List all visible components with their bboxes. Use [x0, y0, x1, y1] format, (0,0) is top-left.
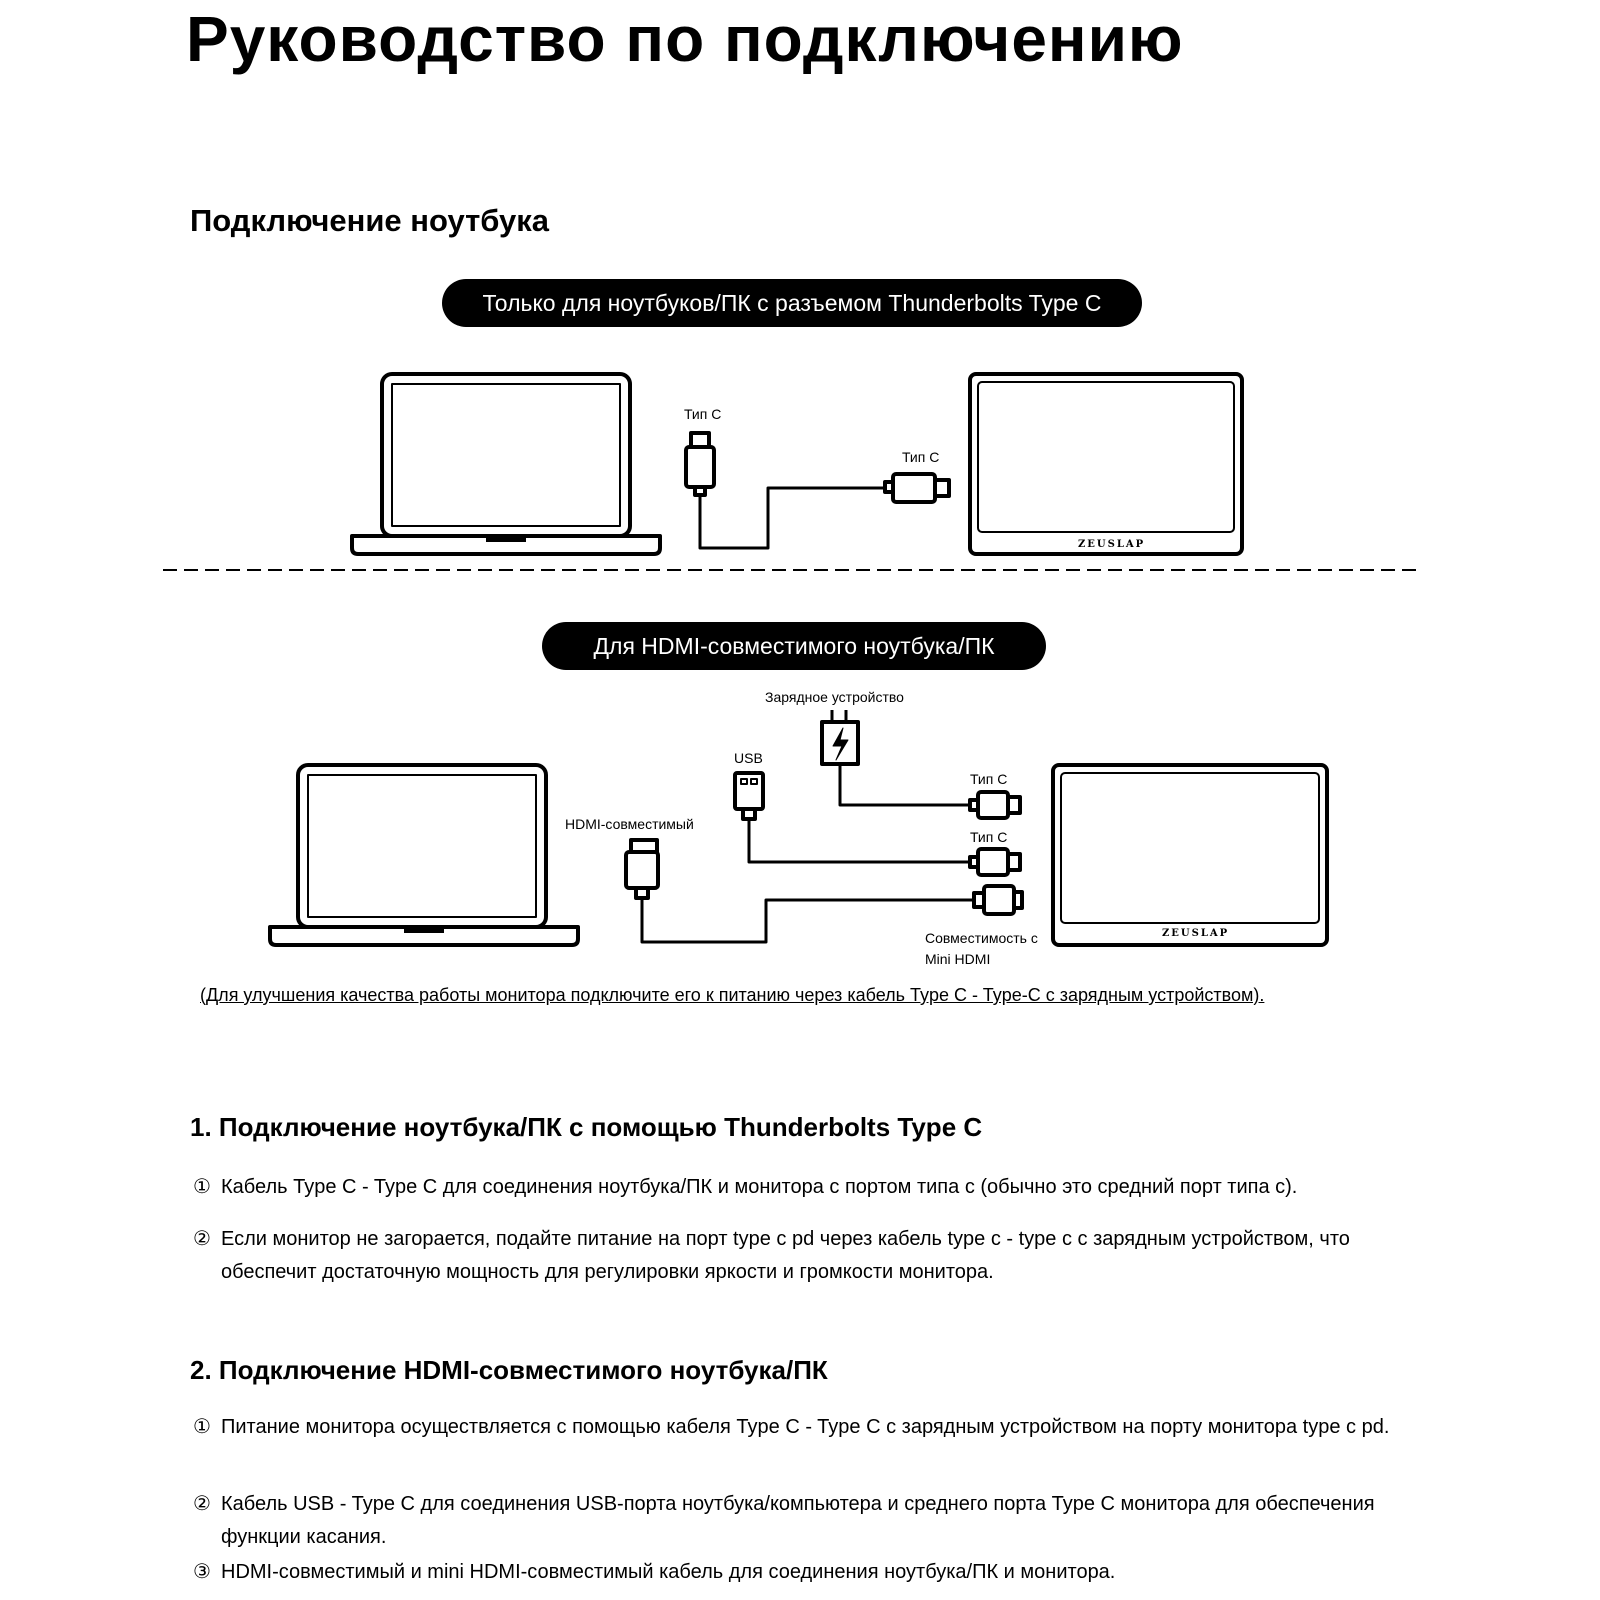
thunderbolt-only-pill: Только для ноутбуков/ПК с разъемом Thunderbolts Type C [442, 279, 1142, 327]
list-item [193, 1171, 1413, 1204]
cable-charger [840, 764, 970, 805]
monitor-icon-2 [1053, 765, 1327, 945]
item-text: Если монитор не загорается, подайте питание на порт type c pd через кабель type c - type c с зарядным устройством, что обеспечит достаточную мощность для регулировки яркости и громкости монитора. [221, 1228, 1350, 1283]
minihdmi-plug-icon [974, 886, 1022, 914]
hdmi-plug-icon [626, 840, 658, 898]
charger-icon [822, 710, 858, 764]
cable-1 [700, 488, 885, 548]
item-text: Кабель Type C - Type C для соединения ноутбука/ПК и монитора с портом типа с (обычно это средний порт типа с). [221, 1176, 1298, 1198]
list-item [193, 1411, 1413, 1444]
list-item [193, 1556, 1413, 1589]
item-number: ① [193, 1416, 211, 1438]
label-monitor-typec: Тип C [902, 449, 940, 465]
item-number: ③ [193, 1561, 211, 1583]
instructions-section1-title: 1. Подключение ноутбука/ПК с помощью Thunderbolts Type C [190, 1112, 983, 1142]
instructions-section2-title: 2. Подключение HDMI-совместимого ноутбука/ПК [190, 1355, 828, 1385]
label-usb: USB [734, 750, 763, 766]
hdmi-laptop-pill: Для HDMI-совместимого ноутбука/ПК [542, 622, 1046, 670]
label-charger: Зарядное устройство [765, 689, 904, 705]
typec-plug-icon-charger [970, 792, 1020, 818]
item-text: HDMI-совместимый и mini HDMI-совместимый кабель для соединения ноутбука/ПК и монитора. [221, 1561, 1116, 1583]
laptop-icon-2 [270, 765, 578, 945]
item-text: Питание монитора осуществляется с помощью кабеля Type C - Type C с зарядным устройством на порту монитора type c pd. [221, 1416, 1390, 1438]
brand-logo-2: ZEUSLAP [1162, 928, 1230, 939]
label-minihdmi-line1: Совместимость с [925, 930, 1038, 946]
item-text: Кабель USB - Type C для соединения USB-порта ноутбука/компьютера и среднего порта Type C монитора для обеспечения функции касания. [221, 1493, 1375, 1548]
page-title: Руководство по подключению [186, 3, 1184, 75]
list-item [193, 1488, 1413, 1554]
label-hdmi: HDMI-совместимый [565, 816, 694, 832]
label-typec-usb: Тип C [970, 829, 1008, 845]
label-minihdmi-line2: Mini HDMI [925, 951, 991, 967]
list-item [193, 1223, 1413, 1289]
usb-plug-icon [735, 773, 763, 819]
brand-logo-1: ZEUSLAP [1078, 539, 1146, 550]
item-number: ① [193, 1176, 211, 1198]
label-laptop-typec: Тип C [684, 406, 722, 422]
item-number: ② [193, 1493, 211, 1515]
label-typec-charger: Тип C [970, 771, 1008, 787]
laptop-icon-1 [352, 374, 660, 554]
item-number: ② [193, 1228, 211, 1250]
power-note: (Для улучшения качества работы монитора подключите его к питанию через кабель Type C - Type-C с зарядным устройством). [200, 985, 1265, 1005]
typec-plug-icon-usb [970, 849, 1020, 875]
typec-plug-icon-monitor-1 [885, 474, 949, 502]
monitor-icon-1 [970, 374, 1242, 554]
typec-plug-icon-laptop-1 [686, 433, 714, 495]
cable-usb [749, 819, 970, 862]
section-title: Подключение ноутбука [190, 203, 550, 238]
